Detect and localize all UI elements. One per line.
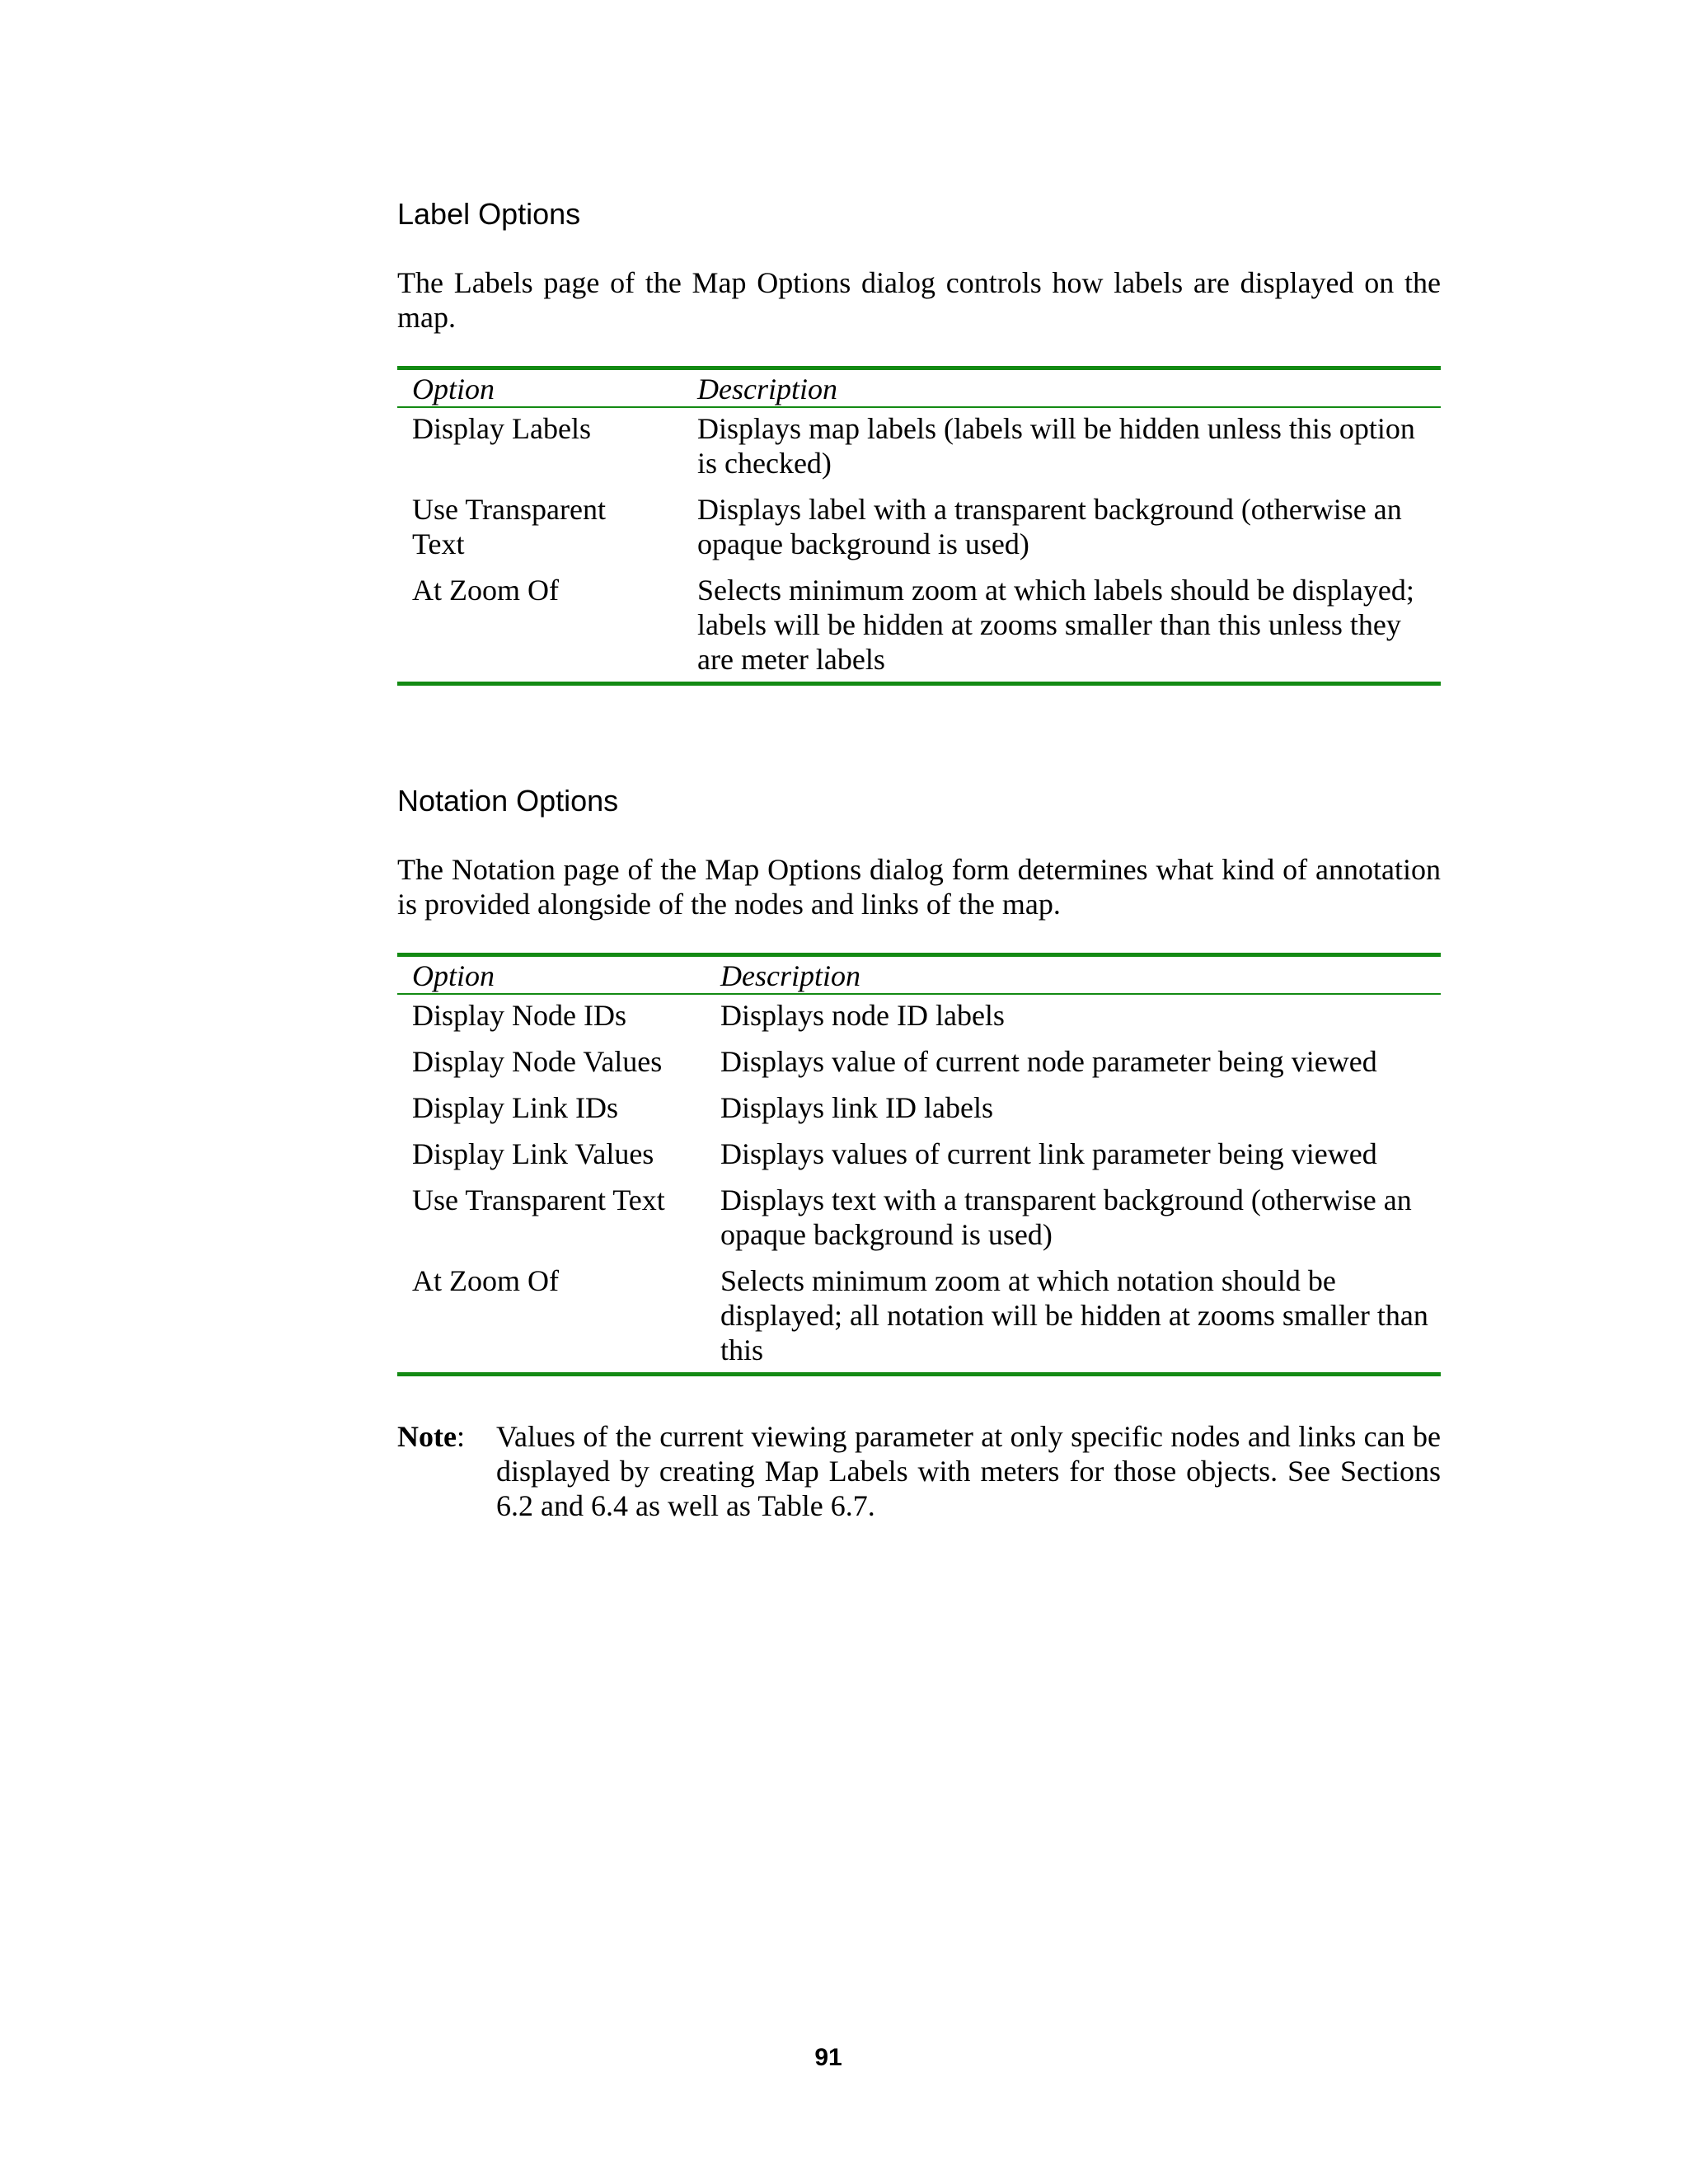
table-header-row <box>397 955 1441 995</box>
description-cell: Displays link ID labels <box>720 1091 993 1124</box>
table-row <box>397 569 1441 684</box>
option-column-header: Option <box>397 368 682 408</box>
description-cell: Displays map labels (labels will be hidden unless this option is checked) <box>697 412 1415 480</box>
notation-options-section <box>397 783 1441 1376</box>
description-cell: Displays value of current node parameter being viewed <box>720 1045 1377 1078</box>
option-cell: At Zoom Of <box>412 574 559 607</box>
note-label <box>397 1419 496 1523</box>
description-cell: Selects minimum zoom at which labels should be displayed; labels will be hidden at zooms smaller than this unless they are meter labels <box>697 574 1414 676</box>
note-text: Values of the current viewing parameter at only specific nodes and links can be displayed by creating Map Labels with meters for those objects. See Sections 6.2 and 6.4 as well as Table 6.7. <box>496 1420 1441 1522</box>
table-header-row <box>397 368 1441 408</box>
note-label-colon: : <box>456 1420 465 1453</box>
option-cell: Display Labels <box>412 412 591 445</box>
table-row <box>397 1133 1441 1179</box>
option-cell: Display Link IDs <box>412 1091 618 1124</box>
notation-options-table <box>397 953 1441 1376</box>
page-number: 91 <box>814 2044 842 2071</box>
option-cell: At Zoom Of <box>412 1264 559 1297</box>
table-row <box>397 407 1441 489</box>
note-label-text: Note <box>397 1420 457 1453</box>
description-cell: Selects minimum zoom at which notation should be displayed; all notation will be hidden at zooms smaller than this <box>720 1264 1428 1366</box>
option-cell: Display Node Values <box>412 1045 663 1078</box>
table-row <box>397 489 1441 569</box>
option-cell: Use Transparent Text <box>412 493 606 560</box>
description-cell: Displays values of current link parameter being viewed <box>720 1137 1377 1170</box>
option-cell: Display Link Values <box>412 1137 654 1170</box>
option-cell: Use Transparent Text <box>412 1183 665 1216</box>
notation-options-heading: Notation Options <box>397 784 619 818</box>
table-row <box>397 1179 1441 1260</box>
table-row <box>397 1087 1441 1133</box>
description-column-header: Description <box>706 955 1441 995</box>
label-options-table <box>397 366 1441 686</box>
table-row <box>397 994 1441 1041</box>
description-cell: Displays node ID labels <box>720 999 1005 1032</box>
notation-options-intro: The Notation page of the Map Options dialog form determines what kind of annotation is provided alongside of the nodes and links of the map. <box>397 853 1441 921</box>
table-row <box>397 1260 1441 1375</box>
label-options-heading: Label Options <box>397 197 581 231</box>
table-row <box>397 1041 1441 1087</box>
label-options-section <box>397 196 1441 686</box>
option-column-header: Option <box>397 955 706 995</box>
description-column-header: Description <box>682 368 1441 408</box>
description-cell: Displays label with a transparent background (otherwise an opaque background is used) <box>697 493 1402 560</box>
option-cell: Display Node IDs <box>412 999 626 1032</box>
description-cell: Displays text with a transparent background (otherwise an opaque background is used) <box>720 1183 1412 1251</box>
note-block <box>397 1419 1441 1523</box>
label-options-intro: The Labels page of the Map Options dialog controls how labels are displayed on the map. <box>397 266 1441 334</box>
